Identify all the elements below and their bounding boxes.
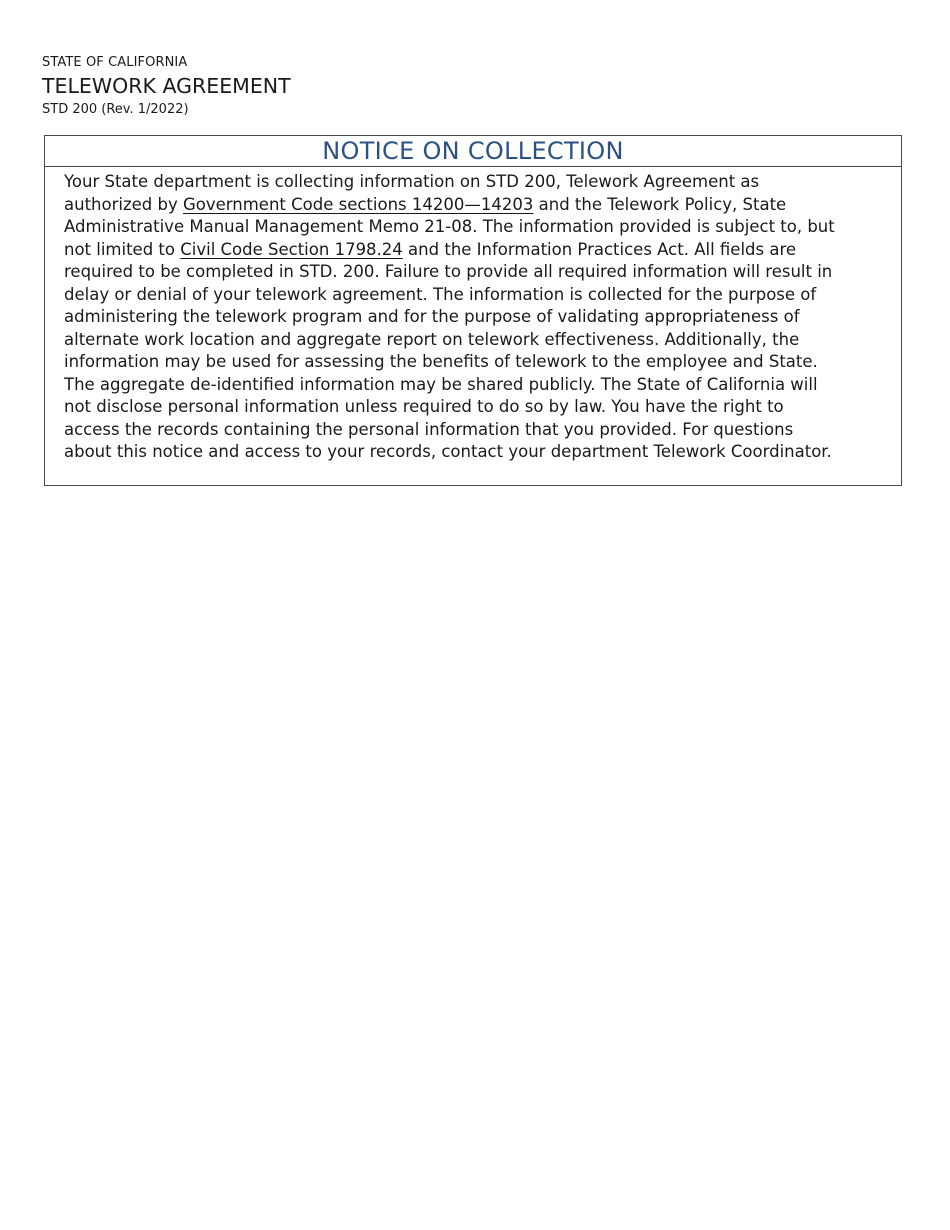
notice-box — [44, 135, 902, 486]
notice-text-part-1: Your State department is collecting information on STD 200, Telework Agreement as authorized by — [64, 172, 760, 214]
notice-text-part-2: and the Telework Policy, State Administrative Manual Management Memo 21-08. The information provided is subject to, but not limited to — [64, 194, 835, 259]
agency-name: STATE OF CALIFORNIA — [42, 55, 188, 70]
civil-code-link[interactable]: Civil Code Section 1798.24 — [180, 239, 403, 259]
form-number: STD 200 (Rev. 1/2022) — [42, 102, 189, 117]
notice-body — [45, 167, 844, 464]
notice-text-part-3: and the Information Practices Act. All fields are required to be completed in STD. 200. Failure to provide all required information will result in delay or denial of your telework agreement. The information is collected for the purpose of administering the telework program and for the purpose of validating appropriateness of alternate work location and aggregate report on telework effectiveness. Additionally, the information may be used for assessing the benefits of telework to the employee and State. The aggregate de-identified information may be shared publicly. The State of California will not disclose personal information unless required to do so by law. You have the right to access the records containing the personal information that you provided. For questions about this notice and access to your records, contact your department Telework Coordinator. — [64, 239, 833, 461]
form-title: TELEWORK AGREEMENT — [42, 74, 291, 98]
government-code-link[interactable]: Government Code sections 14200—14203 — [182, 194, 534, 214]
notice-heading: NOTICE ON COLLECTION — [45, 136, 901, 167]
form-header — [42, 54, 291, 119]
